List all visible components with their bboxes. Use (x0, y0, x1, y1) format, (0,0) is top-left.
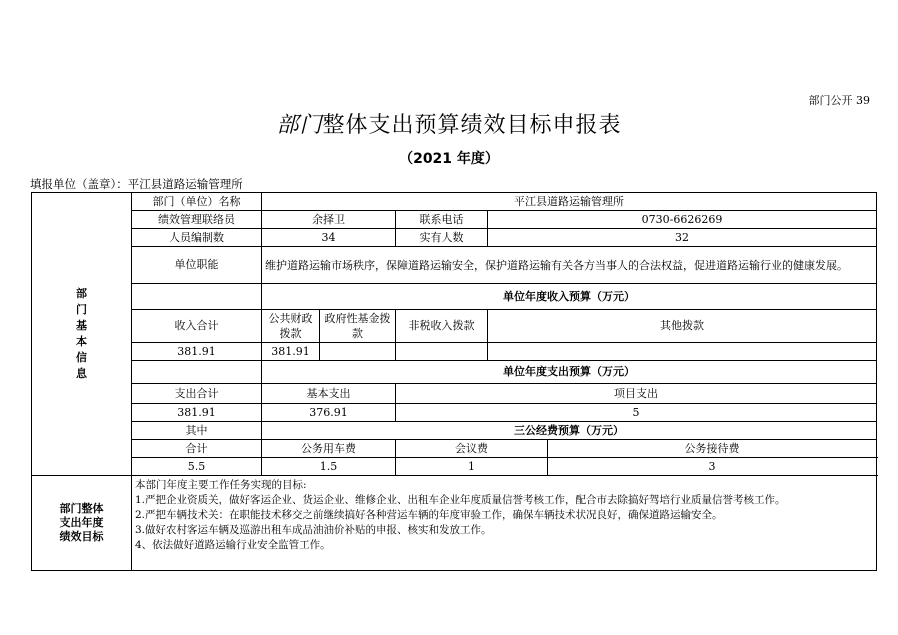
row-duty (32, 247, 877, 284)
expense-value-basic: 376.91 (262, 404, 396, 422)
duty-label: 单位职能 (132, 247, 262, 284)
goals-line-2: 2.严把车辆技术关：在职能技术移交之前继续搞好各种营运车辆的年度审验工作，确保车辆技术状况良好，确保道路运输安全。 (135, 509, 723, 521)
expense-header-total: 支出合计 (132, 384, 262, 404)
income-value-public: 381.91 (262, 343, 320, 361)
row-goals (32, 476, 877, 571)
contact-person-value: 余择卫 (262, 211, 396, 229)
row-income-headers (32, 310, 877, 343)
staff-quota-label: 人员编制数 (132, 229, 262, 247)
row-expense-values (32, 404, 877, 422)
income-header-nontax: 非税收入拨款 (396, 310, 488, 343)
income-header-total: 收入合计 (132, 310, 262, 343)
income-heading: 单位年度收入预算（万元） (262, 284, 877, 310)
income-value-nontax (396, 343, 488, 361)
title-main-part: 整体支出预算绩效目标申报表 (322, 113, 622, 138)
staff-actual-value: 32 (488, 229, 877, 247)
goals-text (132, 476, 877, 571)
row-staff (32, 229, 877, 247)
income-value-total: 381.91 (132, 343, 262, 361)
three-public-heading: 三公经费预算（万元） (262, 422, 877, 440)
three-header-meeting: 会议费 (396, 440, 548, 458)
row-expense-heading (32, 361, 877, 384)
page-title (0, 108, 898, 139)
income-value-other (488, 343, 877, 361)
three-header-car: 公务用车费 (262, 440, 396, 458)
income-header-public: 公共财政拨款 (262, 310, 320, 343)
of-which-label: 其中 (132, 422, 262, 440)
row-three-headers (32, 440, 877, 458)
row-income-values (32, 343, 877, 361)
three-value-car: 1.5 (262, 458, 396, 476)
phone-value: 0730-6626269 (488, 211, 877, 229)
filler-unit: 填报单位（盖章）：平江县道路运输管理所 (30, 177, 243, 191)
goals-line-1: 1.严把企业资质关，做好客运企业、货运企业、维修企业、出租车企业年度质量信誉考核工作，配合市去除搞好驾培行业质量信誉考核工作。 (135, 494, 786, 506)
row-income-heading (32, 284, 877, 310)
staff-actual-label: 实有人数 (396, 229, 488, 247)
goals-side-label (32, 476, 132, 571)
goals-side-line-3: 绩效目标 (59, 530, 104, 543)
expense-value-total: 381.91 (132, 404, 262, 422)
expense-header-basic: 基本支出 (262, 384, 396, 404)
income-header-fund: 政府性基金拨款 (320, 310, 396, 343)
title-italic-part: 部门 (276, 113, 323, 138)
three-header-reception: 公务接待费 (548, 440, 877, 458)
duty-value: 维护道路运输市场秩序，保障道路运输安全，保护道路运输有关各方当事人的合法权益，促进道路运输行业的健康发展。 (262, 247, 877, 284)
expense-value-project: 5 (396, 404, 877, 422)
year-label: （2021 年度） (399, 151, 499, 167)
goals-line-3: 3.做好农村客运车辆及巡游出租车成品油油价补贴的申报、核实和发放工作。 (135, 524, 492, 536)
budget-table (31, 192, 877, 571)
phone-label: 联系电话 (396, 211, 488, 229)
unit-name-value: 平江县道路运输管理所 (262, 193, 877, 211)
expense-heading: 单位年度支出预算（万元） (262, 361, 877, 384)
goals-line-4: 4、依法做好道路运输行业安全监管工作。 (135, 539, 331, 551)
income-header-other: 其他拨款 (488, 310, 877, 343)
row-expense-headers (32, 384, 877, 404)
side-label-basic-info: 部门基本信息 (32, 193, 132, 476)
page-number: 部门公开 39 (808, 94, 870, 107)
goals-side-line-1: 部门整体 (59, 502, 104, 515)
contact-person-label: 绩效管理联络员 (132, 211, 262, 229)
unit-name-label: 部门（单位）名称 (132, 193, 262, 211)
three-value-reception: 3 (548, 458, 877, 476)
income-value-fund (320, 343, 396, 361)
row-three-values (32, 458, 877, 476)
three-header-total: 合计 (132, 440, 262, 458)
three-value-total: 5.5 (132, 458, 262, 476)
three-value-meeting: 1 (396, 458, 548, 476)
expense-header-project: 项目支出 (396, 384, 877, 404)
row-contact (32, 211, 877, 229)
goals-line-intro: 本部门年度主要工作任务实现的目标: (135, 479, 307, 491)
staff-quota-value: 34 (262, 229, 396, 247)
row-unit-name (32, 193, 877, 211)
row-three-heading (32, 422, 877, 440)
goals-side-line-2: 支出年度 (59, 516, 104, 529)
